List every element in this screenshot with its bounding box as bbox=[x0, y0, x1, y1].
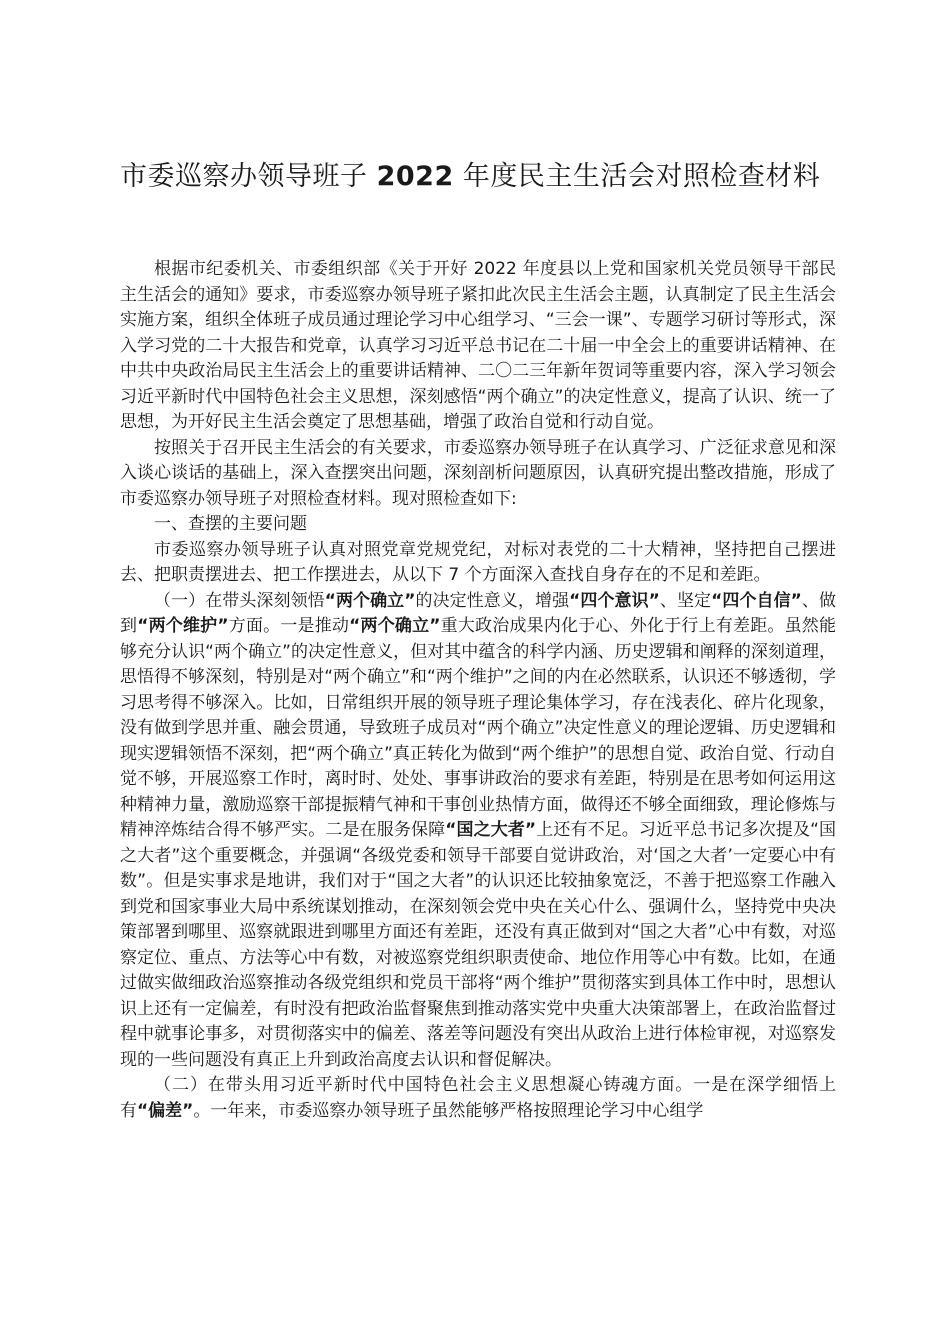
item-1-bold-1: “两个确立” bbox=[324, 590, 416, 611]
item-2-bold-1: “偏差” bbox=[137, 1100, 194, 1121]
item-2-text-2: 。一年来，市委巡察办领导班子虽然能够严格按照理论学习中心组学 bbox=[193, 1100, 704, 1121]
item-1-bold-6: “国之大者” bbox=[445, 820, 537, 840]
title-prefix: 市委巡察办领导班子 bbox=[120, 161, 368, 192]
item-1-bold-2: “四个意识” bbox=[569, 590, 660, 611]
item-1-bold-3: “四个自信” bbox=[711, 590, 802, 611]
item-1-bold-5: “两个确立” bbox=[349, 616, 441, 636]
paragraph-intro: 根据市纪委机关、市委组织部《关于开好 2022 年度县以上党和国家机关党员领导干部民主生活会的通知》要求，市委巡察办领导班子紧扣此次民主生活会主题，认真制定了民主生活会实施方案，组织全体班子成员通过理论学习中心组学习、“三会一课”、专题学习研讨等形式，深入学习党的二十大报告和党章，认真学习习近平总书记在二十届一中全会上的重要讲话精神、在中共中央政治局民主生活会上的重要讲话精神、二〇二三年新年贺词等重要内容，深入学习领会习近平新时代中国特色社会主义思想，深刻感悟“两个确立”的决定性意义，提高了认识、统一了思想，为开好民主生活会奠定了思想基础，增强了政治自觉和行动自觉。 bbox=[120, 259, 836, 432]
item-1-text-1: （一）在带头深刻领悟 bbox=[154, 590, 325, 611]
item-1-text-7: 上还有不足。习近平总书记多次提及“国之大者”这个重要概念，并强调“各级党委和领导干部要自觉讲政治，对‘国之大者’一定要心中有数”。但是实事求是地讲，我们对于“国之大者”的认识还比较抽象宽泛，不善于把巡察工作融入到党和国家事业大局中系统谋划推动，在深刻领会党中央在关心什么、强调什么，坚持党中央决策部署到哪里、巡察就跟进到哪里方面还有差距，还没有真正做到对“国之大者”心中有数，对巡察定位、重点、方法等心中有数，对被巡察党组织职责使命、地位作用等心中有数。比如，在通过做实做细政治巡察推动各级党组织和党员干部将“两个维护”贯彻落实到具体工作中时，思想认识上还有一定偏差，有时没有把政治监督聚焦到推动落实党中央重大决策部署上，在政治监督过程中就事论事多，对贯彻落实中的偏差、落差等问题没有突出从政治上进行体检审视，对巡察发现的一些问题没有真正上升到政治高度去认识和督促解决。 bbox=[120, 820, 836, 1070]
document-body bbox=[120, 257, 836, 1124]
item-1-paragraph bbox=[120, 589, 836, 1074]
item-1-text-6: 重大政治成果内化于心、外化于行上有差距。虽然能够充分认识“两个确立”的决定性意义，但对其中蕴含的科学内涵、历史逻辑和阐释的深刻道理，思悟得不够深刻，特别是对“两个确立”和“两个维护”之间的内在必然联系，认识还不够透彻，学习思考得不够深入。比如，日常组织开展的领导班子理论集体学习，存在浅表化、碎片化现象，没有做到学思并重、融会贯通，导致班子成员对“两个确立”决定性意义的理论逻辑、历史逻辑和现实逻辑领悟不深刻，把“两个确立”真正转化为做到“两个维护”的思想自觉、政治自觉、行动自觉不够，开展巡察工作时，离时时、处处、事事讲政治的要求有差距，特别是在思考如何运用这种精神力量，激励巡察干部提振精气神和干事创业热情方面，做得还不够全面细致，理论修炼与精神淬炼结合得不够严实。二是在服务保障 bbox=[120, 616, 837, 840]
item-2-paragraph bbox=[120, 1073, 836, 1124]
item-1-text-5: 方面。一是推动 bbox=[228, 616, 350, 636]
item-1-text-4: 、做到 bbox=[120, 590, 836, 636]
section-intro: 市委巡察办领导班子认真对照党章党规党纪，对标对表党的二十大精神，坚持把自己摆进去、把职责摆进去、把工作摆进去，从以下 7 个方面深入查找自身存在的不足和差距。 bbox=[120, 539, 836, 585]
item-1-text-2: 的决定性意义，增强 bbox=[415, 590, 570, 611]
title-suffix: 年度民主生活会对照检查材料 bbox=[462, 161, 821, 192]
document-title bbox=[120, 148, 836, 205]
section-heading: 一、查摆的主要问题 bbox=[154, 514, 307, 534]
item-2-text-1: （二）在带头用习近平新时代中国特色社会主义思想凝心铸魂方面。一是在深学细悟上有 bbox=[120, 1075, 836, 1121]
paragraph-method: 按照关于召开民主生活会的有关要求，市委巡察办领导班子在认真学习、广泛征求意见和深入谈心谈话的基础上，深入查摆突出问题，深刻剖析问题原因，认真研究提出整改措施，形成了市委巡察办领导班子对照检查材料。现对照检查如下: bbox=[120, 437, 836, 509]
item-1-text-3: 、坚定 bbox=[659, 590, 712, 611]
title-year: 2022 bbox=[376, 161, 454, 192]
item-1-bold-4: “两个维护” bbox=[137, 616, 229, 636]
